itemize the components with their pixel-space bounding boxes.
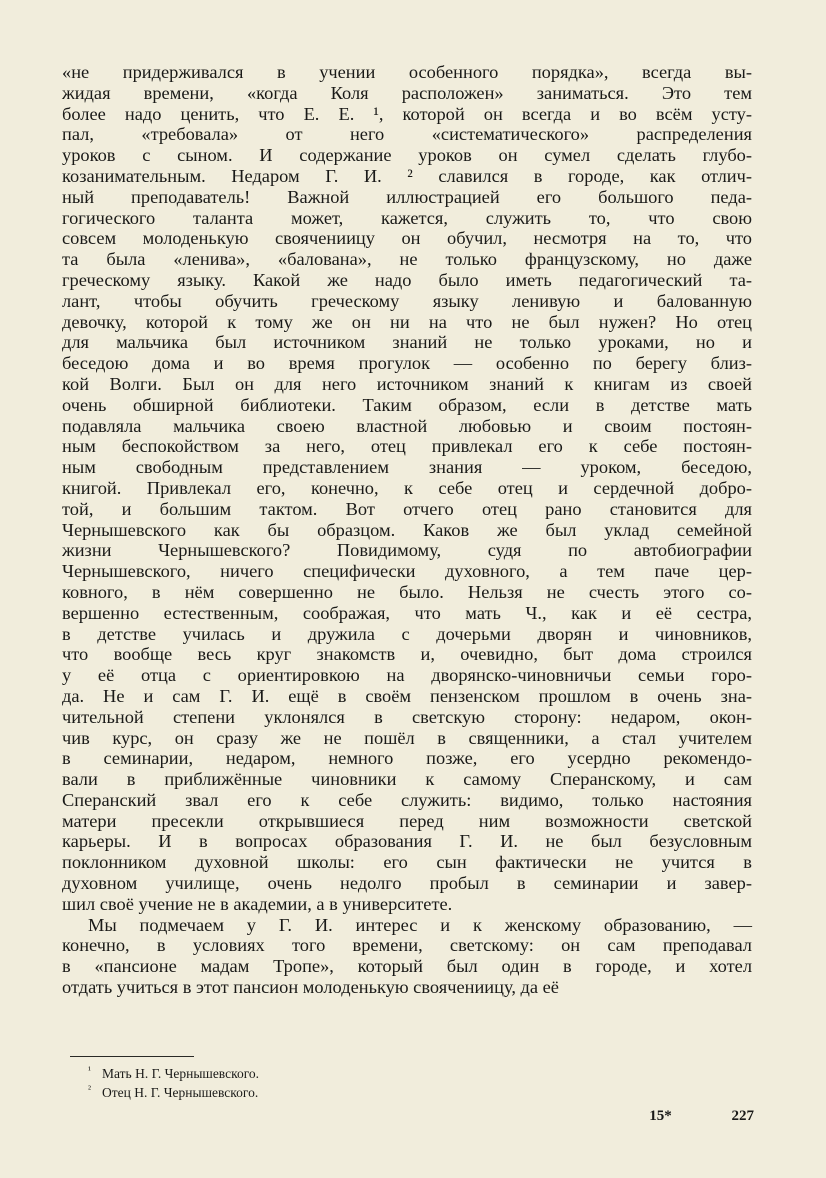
paragraph-1 [62, 62, 752, 915]
text-line: более надо ценить, что Е. Е. ¹, которой он всегда и во всём усту- [62, 103, 752, 124]
text-line: в семинарии, недаром, немного позже, его усердно рекомендо- [62, 748, 752, 769]
text-line: лант, чтобы обучить греческому языку ленивую и балованную [62, 290, 752, 311]
text-line: ковного, в нём совершенно не было. Нельзя не счесть этого со- [62, 581, 752, 602]
text-line: для мальчика был источником знаний не только уроками, но и [62, 332, 752, 353]
text-line: уроков с сыном. И содержание уроков он сумел сделать глубо- [62, 145, 752, 166]
page-footer [649, 1108, 754, 1125]
text-line: карьеры. И в вопросах образования Г. И. не был безусловным [62, 831, 752, 852]
text-line: беседою дома и во время прогулок — особенно по берегу близ- [62, 353, 752, 374]
paragraph-2 [62, 915, 752, 998]
text-line: что вообще весь круг знакомств и, очевидно, быт дома строился [62, 644, 752, 665]
footnote-text: Мать Н. Г. Чернышевского. [102, 1066, 260, 1081]
text-line: той, и большим тактом. Вот отчего отец рано становится для [62, 498, 752, 519]
footnote-2 [88, 1083, 602, 1102]
text-line: шил своё учение не в академии, а в университете. [62, 893, 453, 914]
text-line: да. Не и сам Г. И. ещё в своём пензенском прошлом в очень зна- [62, 685, 752, 706]
footnote-text: Отец Н. Г. Чернышевского. [102, 1085, 259, 1100]
text-line: жизни Чернышевского? Повидимому, судя по автобиографии [62, 540, 752, 561]
text-line: чив курс, он сразу же не пошёл в священники, а стал учителем [62, 727, 752, 748]
text-line: подавляла мальчика своею властной любовью и своим постоян- [62, 415, 752, 436]
text-line: в «пансионе мадам Тропе», который был один в городе, и хотел [62, 956, 752, 977]
text-line: козанимательным. Недаром Г. И. ² славился в городе, как отлич- [62, 165, 752, 186]
text-line: духовном училище, очень недолго пробыл в семинарии и завер- [62, 873, 752, 894]
text-line: совсем молоденькую своячениицу он обучил, несмотря на то, что [62, 228, 752, 249]
text-line: пал, «требовала» от него «систематического» распределения [62, 124, 752, 145]
text-line: гогического таланта может, кажется, служить то, что свою [62, 207, 752, 228]
text-line: чительной степени уклонялся в светскую сторону: недаром, окон- [62, 706, 752, 727]
text-line: поклонником духовной школы: его сын фактически не учится в [62, 852, 752, 873]
text-line: матери пресекли открывшиеся перед ним возможности светской [62, 810, 752, 831]
text-line: ным беспокойством за него, отец привлекал его к себе постоян- [62, 436, 752, 457]
text-line: «не придерживался в учении особенного порядка», всегда вы- [62, 62, 752, 82]
text-line: Сперанский звал его к себе служить: видимо, только настояния [62, 789, 752, 810]
footnote-mark: ² [88, 1084, 91, 1095]
text-line: греческому языку. Какой же надо было иметь педагогический та- [62, 269, 752, 290]
text-line: очень обширной библиотеки. Таким образом, если в детстве мать [62, 394, 752, 415]
text-line: ный преподаватель! Важной иллюстрацией его большого педа- [62, 186, 752, 207]
text-line: в детстве училась и дружила с дочерьми дворян и чиновников, [62, 623, 752, 644]
text-line: у её отца с ориентировкою на дворянско-чиновничьи семьи горо- [62, 665, 752, 686]
text-line: та была «ленива», «балована», не только французскому, но даже [62, 249, 752, 270]
text-line: вали в приближённые чиновники к самому Сперанскому, и сам [62, 769, 752, 790]
text-line: девочку, которой к тому же он ни на что не был нужен? Но отец [62, 311, 752, 332]
page-number: 227 [731, 1108, 754, 1124]
footnotes [88, 1064, 602, 1102]
text-line: Чернышевского как бы образцом. Каков же был уклад семейной [62, 519, 752, 540]
text-line: ным свободным представлением знания — уроком, беседою, [62, 457, 752, 478]
text-line: вершенно естественным, соображая, что мать Ч., как и её сестра, [62, 602, 752, 623]
main-text [62, 62, 752, 998]
text-line: кой Волги. Был он для него источником знаний к книгам из своей [62, 373, 752, 394]
footnote-divider [70, 1056, 194, 1057]
footnote-1 [88, 1064, 602, 1083]
signature-mark: 15* [649, 1108, 672, 1124]
text-line: отдать учиться в этот пансион молоденькую своячениицу, да её [62, 977, 559, 998]
text-line: книгой. Привлекал его, конечно, к себе отец и сердечной добро- [62, 477, 752, 498]
text-line: Мы подмечаем у Г. И. интерес и к женскому образованию, — [88, 914, 752, 935]
text-line: конечно, в условиях того времени, светскому: он сам преподавал [62, 935, 752, 956]
text-line: жидая времени, «когда Коля расположен» заниматься. Это тем [62, 82, 752, 103]
footnote-mark: ¹ [88, 1065, 91, 1076]
text-line: Чернышевского, ничего специфически духовного, а тем паче цер- [62, 561, 752, 582]
